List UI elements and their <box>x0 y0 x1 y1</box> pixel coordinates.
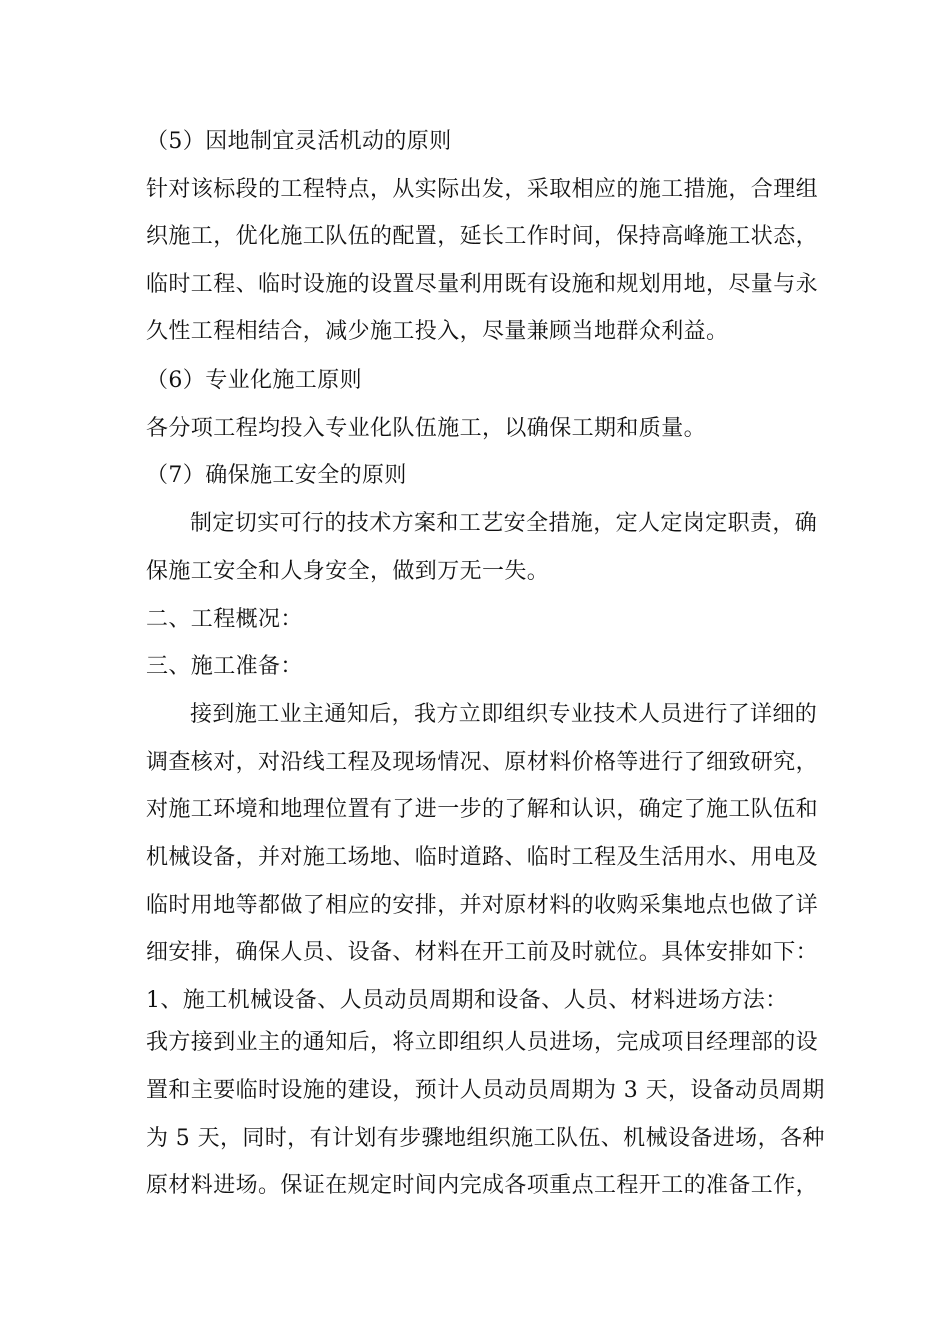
paragraph-line: 细安排，确保人员、设备、材料在开工前及时就位。具体安排如下： <box>146 940 819 965</box>
paragraph-line: 机械设备，并对施工场地、临时道路、临时工程及生活用水、用电及 <box>146 845 819 870</box>
paragraph-line: 织施工，优化施工队伍的配置，延长工作时间，保持高峰施工状态， <box>146 224 819 249</box>
paragraph-line: 为 5 天，同时，有计划有步骤地组织施工队伍、机械设备进场，各种 <box>146 1126 825 1151</box>
paragraph-line: 接到施工业主通知后，我方立即组织专业技术人员进行了详细的 <box>190 702 818 727</box>
paragraph-line: 调查核对，对沿线工程及现场情况、原材料价格等进行了细致研究， <box>146 750 819 775</box>
paragraph-line: 临时工程、临时设施的设置尽量利用既有设施和规划用地，尽量与永 <box>146 272 819 297</box>
paragraph-line: 针对该标段的工程特点，从实际出发，采取相应的施工措施，合理组 <box>146 177 819 202</box>
section-heading-overview: 二、工程概况： <box>146 607 303 632</box>
section-heading-5: （5）因地制宜灵活机动的原则 <box>146 129 452 154</box>
paragraph-line: 各分项工程均投入专业化队伍施工，以确保工期和质量。 <box>146 416 707 441</box>
paragraph-line: 原材料进场。保证在规定时间内完成各项重点工程开工的准备工作， <box>146 1173 819 1198</box>
subsection-heading-1: 1、施工机械设备、人员动员周期和设备、人员、材料进场方法： <box>146 988 788 1013</box>
paragraph-line: 久性工程相结合，减少施工投入，尽量兼顾当地群众利益。 <box>146 319 729 344</box>
paragraph-line: 对施工环境和地理位置有了进一步的了解和认识，确定了施工队伍和 <box>146 797 819 822</box>
paragraph-line: 我方接到业主的通知后，将立即组织人员进场，完成项目经理部的设 <box>146 1030 819 1055</box>
section-heading-6: （6）专业化施工原则 <box>146 368 362 393</box>
paragraph-line: 制定切实可行的技术方案和工艺安全措施，定人定岗定职责，确 <box>190 511 818 536</box>
section-heading-preparation: 三、施工准备： <box>146 654 303 679</box>
paragraph-line: 置和主要临时设施的建设，预计人员动员周期为 3 天，设备动员周期 <box>146 1078 825 1103</box>
paragraph-line: 保施工安全和人身安全，做到万无一失。 <box>146 559 550 584</box>
paragraph-line: 临时用地等都做了相应的安排，并对原材料的收购采集地点也做了详 <box>146 893 819 918</box>
section-heading-7: （7）确保施工安全的原则 <box>146 463 407 488</box>
